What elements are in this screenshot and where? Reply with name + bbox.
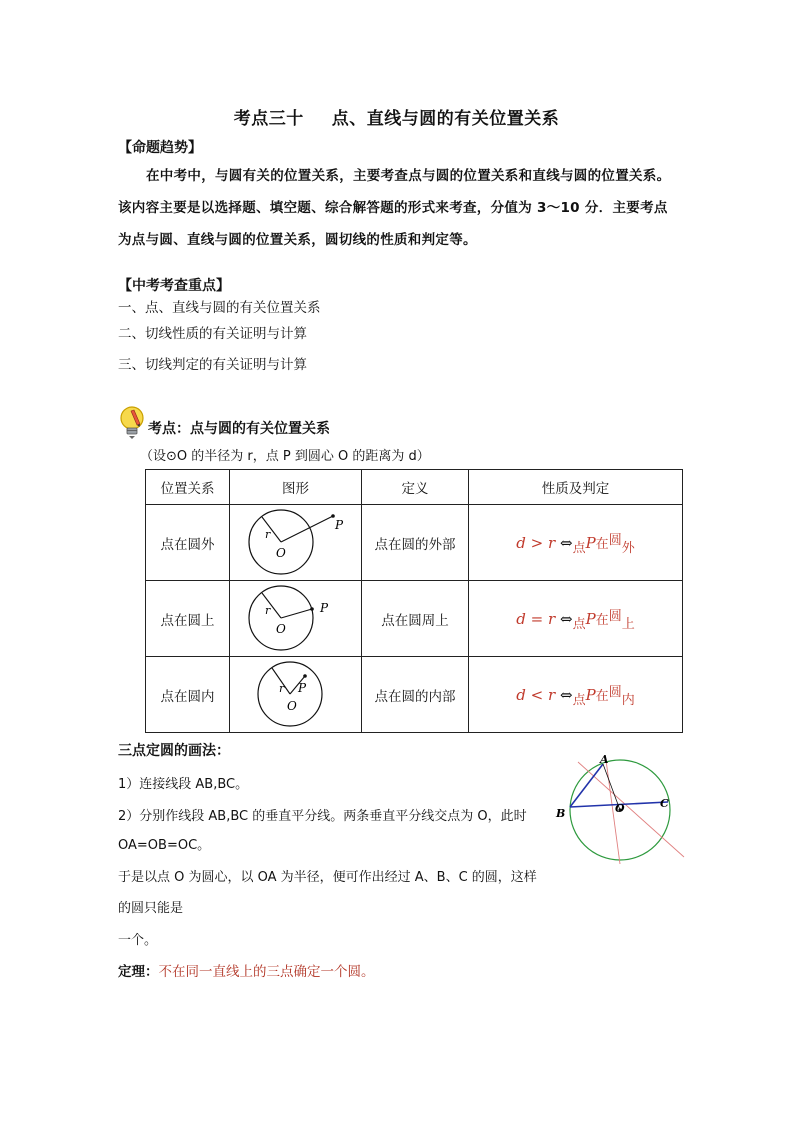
key-point-item: 二、切线性质的有关证明与计算: [118, 326, 307, 342]
step-line: 的圆只能是: [118, 901, 184, 916]
formula-zai: 在: [595, 537, 609, 552]
formula-iff: ⇔: [559, 610, 573, 628]
formula-zai: 在: [595, 689, 609, 704]
label-A: A: [600, 753, 609, 766]
label-P: P: [334, 517, 343, 532]
formula-P: P: [585, 610, 596, 628]
step-line: 2）分别作线段 AB,BC 的垂直平分线。两条垂直平分线交点为 O，此时: [118, 809, 527, 824]
label-r: r: [278, 681, 284, 695]
formula-place: 内: [621, 693, 635, 708]
formula-yuan: 圆: [608, 533, 622, 548]
formula-zai: 在: [595, 613, 609, 628]
theorem-text: 不在同一直线上的三点确定一个圆。: [158, 964, 375, 980]
page-title: [0, 104, 793, 129]
topic-title: 考点：点与圆的有关位置关系: [148, 421, 330, 437]
step-line: 一个。: [118, 933, 158, 948]
key-points-heading: 【中考考查重点】: [118, 278, 230, 294]
label-C: C: [660, 797, 669, 810]
label-P: P: [297, 680, 306, 695]
row-relation: 点在圆外: [146, 505, 230, 581]
formula-yuan: 圆: [608, 609, 622, 624]
trend-heading: 【命题趋势】: [118, 140, 202, 156]
position-table: [145, 469, 683, 733]
title-part-2: 点、直线与圆的有关位置关系: [331, 109, 560, 129]
formula-dian: 点: [572, 541, 586, 556]
key-point-item: 三、切线判定的有关证明与计算: [118, 357, 307, 373]
table-row: [146, 581, 683, 657]
figure-inside: [230, 657, 362, 733]
row-property: [469, 657, 683, 733]
row-property: [469, 505, 683, 581]
trend-line: 在中考中，与圆有关的位置关系，主要考查点与圆的位置关系和直线与圆的位置关系。: [146, 168, 671, 184]
formula-yuan: 圆: [608, 685, 622, 700]
formula-iff: ⇔: [559, 534, 573, 552]
row-definition: 点在圆的内部: [362, 657, 469, 733]
formula-d: d: [516, 686, 526, 704]
step-line: 1）连接线段 AB,BC。: [118, 777, 249, 792]
header-relation: 位置关系: [146, 470, 230, 505]
point-inside-circle-figure: [236, 658, 356, 728]
row-property: [469, 581, 683, 657]
theorem-label: 定理：: [118, 964, 159, 980]
figure-outside: [230, 505, 362, 581]
row-definition: 点在圆的外部: [362, 505, 469, 581]
formula-dian: 点: [572, 617, 586, 632]
row-relation: 点在圆上: [146, 581, 230, 657]
formula-P: P: [585, 534, 596, 552]
three-points-heading: 三点定圆的画法：: [118, 743, 230, 759]
table-row: [146, 657, 683, 733]
row-definition: 点在圆周上: [362, 581, 469, 657]
formula-op: <: [530, 686, 544, 704]
formula-r: r: [548, 610, 556, 628]
formula-op: =: [530, 610, 544, 628]
formula-r: r: [548, 534, 556, 552]
formula-op: >: [530, 534, 544, 552]
label-B: B: [556, 807, 566, 820]
trend-line: 为点与圆、直线与圆的位置关系，圆切线的性质和判定等。: [118, 232, 477, 248]
label-r: r: [264, 603, 270, 617]
title-part-1: 考点三十: [233, 109, 304, 129]
trend-line: 该内容主要是以选择题、填空题、综合解答题的形式来考查，分值为 3～10 分．主要考点: [118, 200, 668, 216]
formula-d: d: [516, 610, 526, 628]
step-line: OA=OB=OC。: [118, 838, 211, 853]
formula-dian: 点: [572, 693, 586, 708]
step-line: 于是以点 O 为圆心，以 OA 为半径，便可作出经过 A、B、C 的圆，这样: [118, 870, 537, 885]
table-header-row: [146, 470, 683, 505]
header-figure: 图形: [230, 470, 362, 505]
three-point-circle-figure: [548, 752, 688, 864]
key-point-item: 一、点、直线与圆的有关位置关系: [118, 300, 321, 316]
formula-P: P: [585, 686, 596, 704]
topic-subtitle: （设⊙O 的半径为 r，点 P 到圆心 O 的距离为 d）: [140, 449, 430, 464]
figure-on: [230, 581, 362, 657]
row-relation: 点在圆内: [146, 657, 230, 733]
label-O: O: [286, 698, 297, 713]
label-O: O: [275, 621, 286, 636]
formula-r: r: [548, 686, 556, 704]
property-formula: [516, 533, 635, 556]
property-formula: [516, 609, 635, 632]
point-on-circle-figure: [236, 582, 356, 652]
point-outside-circle-figure: [236, 506, 356, 576]
lightbulb-pencil-icon: [118, 406, 148, 440]
table-row: [146, 505, 683, 581]
trend-paragraph: [118, 160, 686, 256]
formula-iff: ⇔: [559, 686, 573, 704]
formula-d: d: [516, 534, 526, 552]
segment-ab: [570, 764, 603, 807]
label-O: O: [275, 545, 286, 560]
label-r: r: [264, 527, 270, 541]
theorem: [118, 960, 375, 980]
formula-place: 上: [621, 617, 635, 632]
formula-place: 外: [621, 541, 635, 556]
label-O: O: [615, 802, 625, 815]
label-P: P: [319, 600, 328, 615]
property-formula: [516, 685, 635, 708]
header-definition: 定义: [362, 470, 469, 505]
header-property: 性质及判定: [469, 470, 683, 505]
